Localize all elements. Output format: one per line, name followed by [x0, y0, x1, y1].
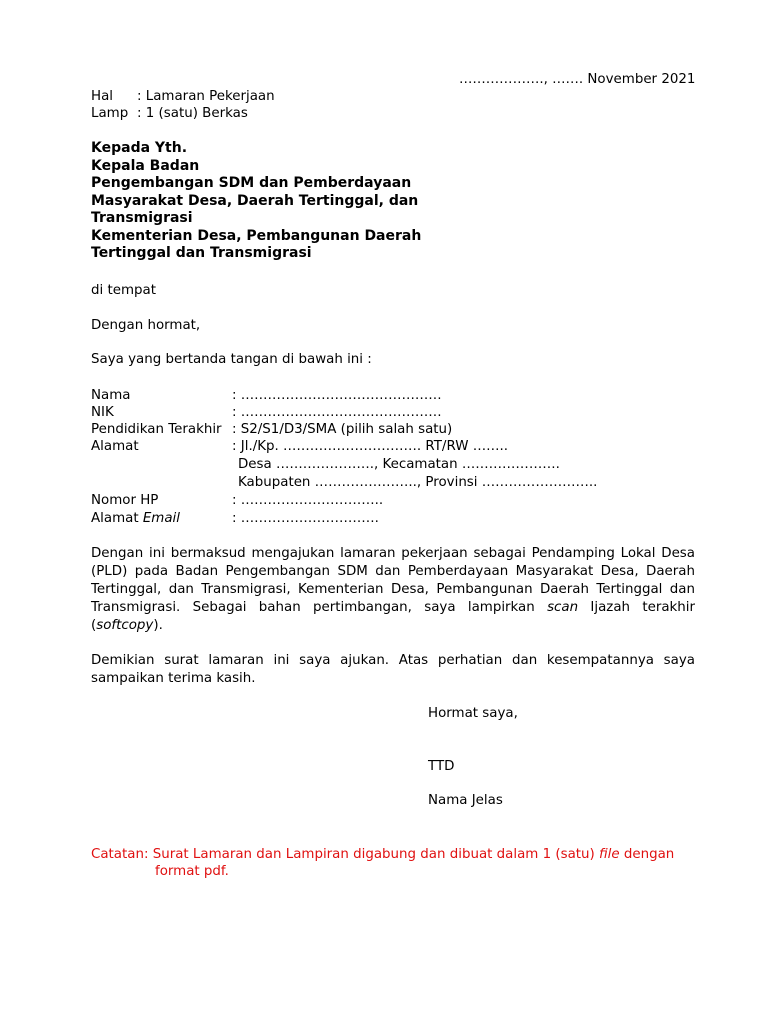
- greeting-text: Dengan hormat,: [91, 318, 201, 333]
- hal-value: : Lamaran Pekerjaan: [137, 89, 275, 104]
- pendidikan-value: : S2/S1/D3/SMA (pilih salah satu): [232, 422, 453, 437]
- form-row-nama: [91, 387, 442, 404]
- note-text-2: dengan: [619, 847, 675, 862]
- email-value: : ………………………….: [232, 511, 379, 526]
- recipient-line-3: Pengembangan SDM dan Pemberdayaan: [91, 175, 412, 191]
- note-line-2: format pdf.: [155, 864, 229, 879]
- closing-signature: TTD: [428, 759, 455, 774]
- body-paragraph-1: [91, 545, 695, 635]
- recipient-line-5: Transmigrasi: [91, 210, 193, 226]
- email-label-text: Alamat: [91, 511, 143, 526]
- form-row-email: [91, 510, 379, 527]
- form-row-alamat: [91, 438, 508, 455]
- recipient-line-2: Kepala Badan: [91, 157, 200, 174]
- recipient-line-7: Tertinggal dan Transmigrasi: [91, 245, 312, 261]
- email-label-italic: Email: [142, 511, 180, 526]
- form-row-hp: [91, 492, 383, 509]
- hal-label: Hal: [91, 89, 113, 104]
- pendidikan-label: Pendidikan Terakhir: [91, 422, 222, 437]
- p1-text: Dengan ini bermaksud mengajukan lamaran pekerjaan sebagai Pendamping Lokal Desa (PLD) pada Badan Pengembangan SDM dan Pemberdayaan Masyarakat Desa, Daerah Tertinggal, dan Transmigrasi, Kementerian Desa, Pembangunan Daerah Tertinggal dan Transmigrasi. Sebagai bahan pertimbangan, saya lampirkan: [91, 546, 695, 615]
- note-line-1: [91, 846, 674, 863]
- recipient-line-4: Masyarakat Desa, Daerah Tertinggal, dan: [91, 192, 419, 209]
- note-file: file: [599, 847, 620, 862]
- p1-scan: scan: [547, 600, 579, 615]
- alamat-line-3: Kabupaten ………………….., Provinsi ……………………..: [238, 475, 598, 490]
- lamp-label: Lamp: [91, 106, 129, 121]
- nama-label: Nama: [91, 388, 131, 403]
- intro-text: Saya yang bertanda tangan di bawah ini :: [91, 352, 372, 367]
- form-row-nik: [91, 404, 442, 421]
- date-line: ………………., ……. November 2021: [459, 72, 696, 87]
- alamat-line-1: : Jl./Kp. …………………………. RT/RW ……..: [232, 439, 508, 454]
- alamat-line-2: Desa …………………., Kecamatan ………………….: [238, 457, 560, 472]
- nama-value: : ………………………………………: [232, 388, 442, 403]
- body-paragraph-2: Demikian surat lamaran ini saya ajukan. Atas perhatian dan kesempatannya saya sampaikan terima kasih.: [91, 653, 695, 686]
- alamat-label: Alamat: [91, 439, 139, 454]
- closing-name: Nama Jelas: [428, 793, 503, 808]
- closing-regards: Hormat saya,: [428, 706, 518, 721]
- note-text: Catatan: Surat Lamaran dan Lampiran digabung dan dibuat dalam 1 (satu): [91, 847, 599, 862]
- hp-value: : …………………………..: [232, 493, 384, 508]
- nik-label: NIK: [91, 405, 114, 420]
- p1-softcopy: softcopy: [96, 618, 154, 633]
- nik-value: : ………………………………………: [232, 405, 442, 420]
- p1-text-2: Ijazah terakhir (: [91, 600, 695, 633]
- email-label: [91, 510, 232, 527]
- place-text: di tempat: [91, 283, 156, 298]
- hp-label: Nomor HP: [91, 493, 159, 508]
- form-row-pendidikan: [91, 421, 452, 438]
- recipient-line-1: Kepada Yth.: [91, 140, 188, 156]
- recipient-line-6: Kementerian Desa, Pembangunan Daerah: [91, 227, 422, 244]
- lamp-value: : 1 (satu) Berkas: [137, 106, 248, 121]
- p1-text-3: ).: [153, 618, 163, 633]
